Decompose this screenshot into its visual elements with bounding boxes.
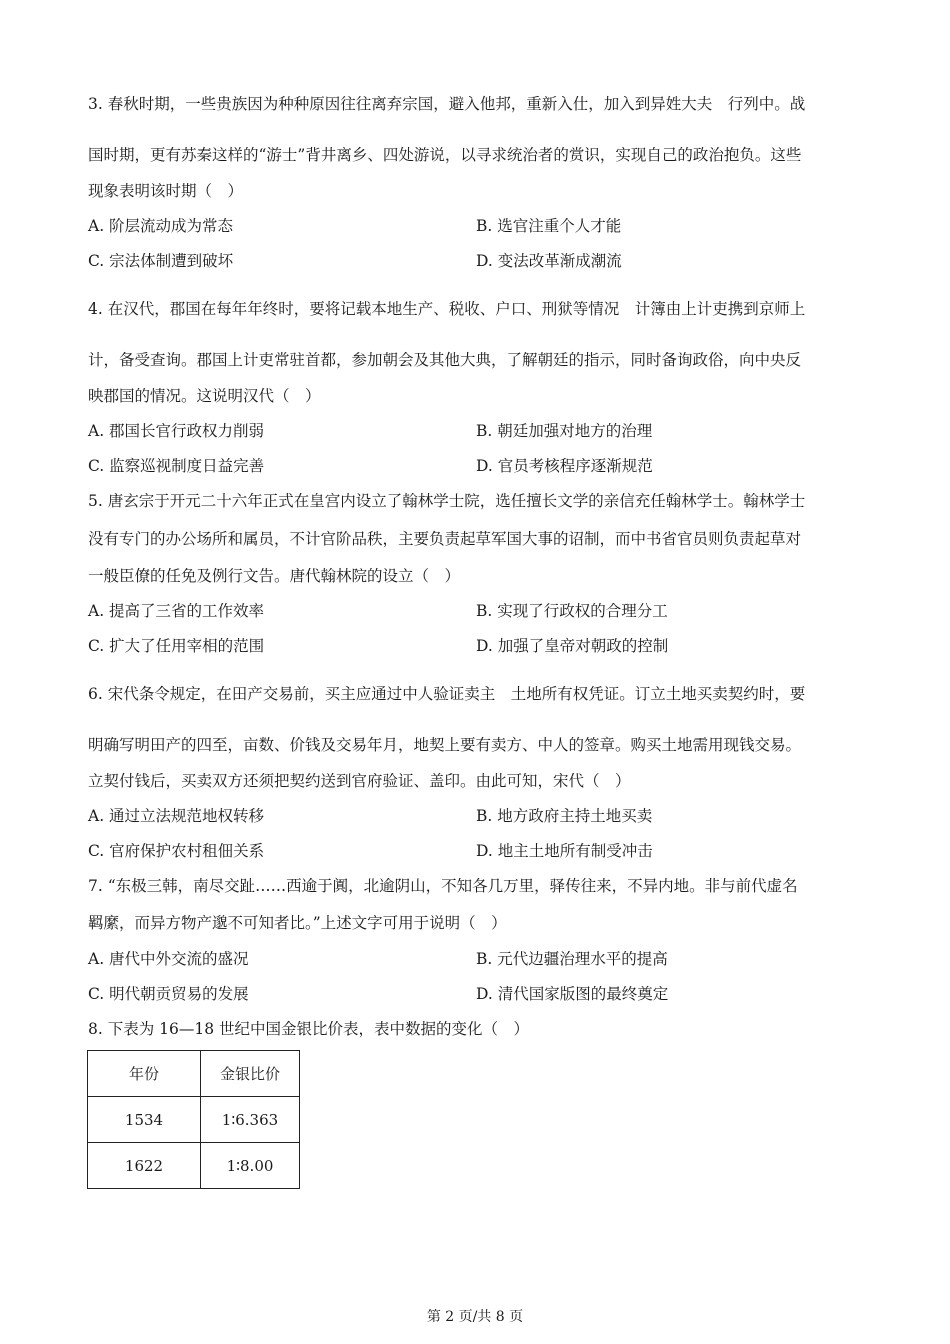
q4-option-a: A. 郡国长官行政权力削弱 — [88, 422, 265, 440]
page-number-footer: 第 2 页/共 8 页 — [426, 1309, 524, 1325]
q4-stem-line-1: 4. 在汉代，郡国在每年年终时，要将记载本地生产、税收、户口、刑狱等情况 计簿由上计吏携到京师上 — [88, 300, 806, 318]
q6-stem-line-1: 6. 宋代条令规定，在田产交易前，买主应通过中人验证卖主 土地所有权凭证。订立土地买卖契约时，要 — [88, 685, 806, 703]
table-cell-year: 1622 — [88, 1143, 201, 1189]
q3-option-a: A. 阶层流动成为常态 — [88, 217, 234, 235]
gold-silver-ratio-table — [87, 1050, 300, 1189]
q6-option-d: D. 地主土地所有制受冲击 — [476, 842, 653, 860]
q7-stem-line-2: 羁縻，而异方物产邈不可知者比。”上述文字可用于说明（ ） — [88, 914, 507, 932]
q4-option-c: C. 监察巡视制度日益完善 — [88, 457, 265, 475]
table-cell-ratio: 1∶8.00 — [201, 1143, 300, 1189]
q7-stem-line-1: 7. “东极三韩，南尽交趾……西逾于阗，北逾阴山，不知各几万里，驿传往来，不异内地。非与前代虚名 — [88, 877, 798, 895]
table-cell-ratio: 1∶6.363 — [201, 1097, 300, 1143]
table-header-ratio: 金银比价 — [201, 1051, 300, 1097]
table-cell-year: 1534 — [88, 1097, 201, 1143]
table-header-year: 年份 — [88, 1051, 201, 1097]
q7-option-a: A. 唐代中外交流的盛况 — [88, 950, 249, 968]
q4-stem-line-3: 映郡国的情况。这说明汉代（ ） — [88, 387, 321, 405]
q3-option-c: C. 宗法体制遭到破坏 — [88, 252, 234, 270]
q5-stem-line-1: 5. 唐玄宗于开元二十六年正式在皇宫内设立了翰林学士院，选任擅长文学的亲信充任翰林学士。翰林学士 — [88, 492, 806, 510]
q4-option-d: D. 官员考核程序逐渐规范 — [476, 457, 653, 475]
q6-option-c: C. 官府保护农村租佃关系 — [88, 842, 265, 860]
q6-stem-line-2: 明确写明田产的四至，亩数、价钱及交易年月，地契上要有卖方、中人的签章。购买土地需用现钱交易。 — [88, 736, 802, 754]
q5-option-a: A. 提高了三省的工作效率 — [88, 602, 265, 620]
q3-stem-line-1: 3. 春秋时期，一些贵族因为种种原因往往离弃宗国，避入他邦，重新入仕，加入到异姓大夫 行列中。战 — [88, 95, 806, 113]
q6-option-b: B. 地方政府主持土地买卖 — [476, 807, 653, 825]
q5-option-c: C. 扩大了任用宰相的范围 — [88, 637, 265, 655]
q6-stem-line-3: 立契付钱后，买卖双方还须把契约送到官府验证、盖印。由此可知，宋代（ ） — [88, 772, 631, 790]
q7-option-d: D. 清代国家版图的最终奠定 — [476, 985, 669, 1003]
table-header-row — [88, 1051, 300, 1097]
q7-option-c: C. 明代朝贡贸易的发展 — [88, 985, 249, 1003]
q5-stem-line-3: 一般臣僚的任免及例行文告。唐代翰林院的设立（ ） — [88, 567, 461, 585]
q3-option-d: D. 变法改革渐成潮流 — [476, 252, 622, 270]
q6-option-a: A. 通过立法规范地权转移 — [88, 807, 265, 825]
table-row — [88, 1143, 300, 1189]
q3-stem-line-2: 国时期，更有苏秦这样的“游士”背井离乡、四处游说，以寻求统治者的赏识，实现自己的政治抱负。这些 — [88, 146, 802, 164]
q3-stem-line-3: 现象表明该时期（ ） — [88, 182, 244, 200]
table-row — [88, 1097, 300, 1143]
q7-option-b: B. 元代边疆治理水平的提高 — [476, 950, 668, 968]
q8-stem-line-1: 8. 下表为 16—18 世纪中国金银比价表，表中数据的变化（ ） — [88, 1020, 530, 1038]
q3-option-b: B. 选官注重个人才能 — [476, 217, 622, 235]
q5-stem-line-2: 没有专门的办公场所和属员，不计官阶品秩，主要负责起草军国大事的诏制，而中书省官员则负责起草对 — [88, 530, 802, 548]
q4-option-b: B. 朝廷加强对地方的治理 — [476, 422, 653, 440]
q5-option-d: D. 加强了皇帝对朝政的控制 — [476, 637, 669, 655]
q5-option-b: B. 实现了行政权的合理分工 — [476, 602, 668, 620]
q4-stem-line-2: 计，备受查询。郡国上计吏常驻首都，参加朝会及其他大典，了解朝廷的指示，同时备询政俗，向中央反 — [88, 351, 802, 369]
